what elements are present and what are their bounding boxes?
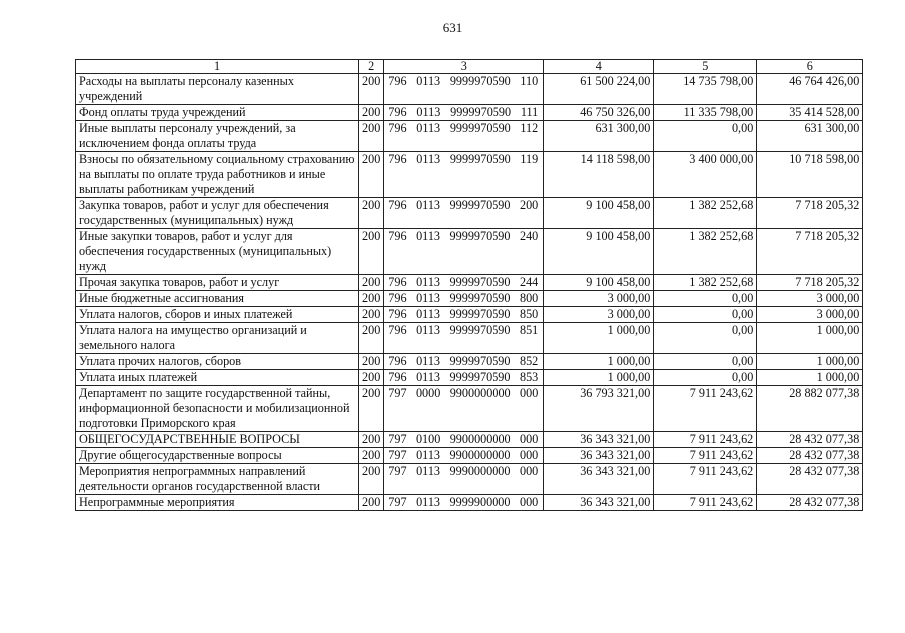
row-name: Фонд оплаты труда учреждений	[76, 105, 359, 121]
row-csr: 9999970590	[449, 74, 511, 88]
row-name: ОБЩЕГОСУДАРСТВЕННЫЕ ВОПРОСЫ	[76, 432, 359, 448]
row-rz: 0113	[416, 448, 441, 462]
row-amount-5: 7 911 243,62	[654, 432, 757, 448]
row-vr: 119	[520, 152, 539, 166]
row-amount-4: 1 000,00	[544, 323, 654, 354]
row-code-3	[384, 198, 544, 229]
table-row	[76, 386, 863, 432]
row-csr: 9900000000	[449, 448, 511, 462]
row-code-3	[384, 464, 544, 495]
row-vr: 000	[519, 448, 539, 462]
row-name: Иные закупки товаров, работ и услуг для обеспечения государственных (муниципальных) нужд	[76, 229, 359, 275]
row-name: Расходы на выплаты персоналу казенных учреждений	[76, 74, 359, 105]
row-name: Уплата налогов, сборов и иных платежей	[76, 307, 359, 323]
row-ved: 796	[388, 74, 407, 88]
row-name: Уплата иных платежей	[76, 370, 359, 386]
row-csr: 9999970590	[449, 307, 511, 321]
table-row	[76, 198, 863, 229]
row-amount-6: 3 000,00	[757, 291, 863, 307]
row-amount-4: 36 343 321,00	[544, 448, 654, 464]
row-amount-4: 3 000,00	[544, 307, 654, 323]
budget-table	[75, 59, 863, 511]
table-row	[76, 121, 863, 152]
row-amount-6: 28 432 077,38	[757, 448, 863, 464]
row-code-2: 200	[359, 105, 384, 121]
row-amount-6: 28 432 077,38	[757, 464, 863, 495]
row-code-2: 200	[359, 198, 384, 229]
row-amount-5: 7 911 243,62	[654, 464, 757, 495]
row-ved: 797	[388, 386, 407, 400]
row-rz: 0113	[416, 370, 441, 384]
row-amount-5: 3 400 000,00	[654, 152, 757, 198]
table-row	[76, 370, 863, 386]
row-vr: 000	[519, 495, 539, 509]
row-rz: 0113	[416, 354, 441, 368]
row-vr: 000	[520, 386, 539, 400]
row-csr: 9900000000	[449, 386, 511, 400]
row-name: Непрограммные мероприятия	[76, 495, 359, 511]
row-amount-5: 0,00	[654, 323, 757, 354]
row-rz: 0113	[416, 198, 441, 212]
row-amount-4: 9 100 458,00	[544, 229, 654, 275]
row-amount-6: 7 718 205,32	[757, 275, 863, 291]
row-vr: 000	[520, 432, 539, 446]
row-code-2: 200	[359, 323, 384, 354]
row-code-3	[384, 432, 544, 448]
row-amount-4: 36 343 321,00	[544, 495, 654, 511]
row-amount-5: 1 382 252,68	[654, 229, 757, 275]
row-amount-6: 28 432 077,38	[757, 495, 863, 511]
row-ved: 796	[388, 229, 407, 243]
row-vr: 110	[520, 74, 539, 88]
row-vr: 853	[519, 370, 539, 384]
row-ved: 796	[388, 121, 407, 135]
row-rz: 0113	[416, 229, 441, 243]
table-row	[76, 152, 863, 198]
row-amount-5: 0,00	[654, 307, 757, 323]
row-amount-4: 14 118 598,00	[544, 152, 654, 198]
row-code-3	[384, 386, 544, 432]
row-ved: 796	[388, 275, 407, 289]
row-csr: 9900000000	[449, 432, 511, 446]
row-name: Департамент по защите государственной тайны, информационной безопасности и мобилизационной подготовки Приморского края	[76, 386, 359, 432]
column-header: 2	[359, 60, 384, 74]
row-vr: 112	[520, 121, 539, 135]
row-csr: 9999970590	[449, 152, 511, 166]
row-ved: 796	[388, 323, 407, 337]
row-amount-6: 1 000,00	[757, 354, 863, 370]
row-ved: 796	[388, 307, 407, 321]
row-amount-6: 10 718 598,00	[757, 152, 863, 198]
table-header-row	[76, 60, 863, 74]
row-amount-5: 0,00	[654, 354, 757, 370]
column-header: 5	[654, 60, 757, 74]
row-code-2: 200	[359, 307, 384, 323]
row-csr: 9999970590	[449, 323, 511, 337]
row-code-3	[384, 448, 544, 464]
row-amount-6: 7 718 205,32	[757, 198, 863, 229]
row-ved: 796	[388, 105, 407, 119]
row-csr: 9999970590	[450, 105, 512, 119]
row-code-2: 200	[359, 370, 384, 386]
row-name: Взносы по обязательному социальному страхованию на выплаты по оплате труда работников и иные выплаты работникам учреждений	[76, 152, 359, 198]
row-amount-4: 36 343 321,00	[544, 464, 654, 495]
table-row	[76, 448, 863, 464]
row-amount-4: 3 000,00	[544, 291, 654, 307]
row-rz: 0113	[416, 121, 441, 135]
column-header: 4	[544, 60, 654, 74]
row-csr: 9999970590	[449, 198, 511, 212]
row-rz: 0113	[416, 464, 441, 478]
table-row	[76, 275, 863, 291]
row-amount-5: 7 911 243,62	[654, 448, 757, 464]
row-vr: 240	[519, 229, 539, 243]
row-rz: 0100	[415, 432, 441, 446]
row-amount-5: 14 735 798,00	[654, 74, 757, 105]
row-ved: 796	[388, 291, 407, 305]
row-code-3	[384, 74, 544, 105]
column-header: 6	[757, 60, 863, 74]
table-row	[76, 307, 863, 323]
row-code-3	[384, 370, 544, 386]
row-vr: 244	[519, 275, 539, 289]
row-csr: 9999970590	[449, 291, 511, 305]
row-code-2: 200	[359, 495, 384, 511]
row-vr: 850	[519, 307, 539, 321]
row-code-2: 200	[359, 464, 384, 495]
table-row	[76, 229, 863, 275]
table-row	[76, 105, 863, 121]
row-code-3	[384, 152, 544, 198]
row-amount-4: 36 793 321,00	[544, 386, 654, 432]
row-code-3	[384, 354, 544, 370]
row-amount-6: 7 718 205,32	[757, 229, 863, 275]
row-code-2: 200	[359, 121, 384, 152]
row-amount-6: 46 764 426,00	[757, 74, 863, 105]
table-row	[76, 354, 863, 370]
row-code-2: 200	[359, 152, 384, 198]
row-amount-4: 9 100 458,00	[544, 198, 654, 229]
row-code-3	[384, 307, 544, 323]
row-csr: 9999970590	[449, 370, 511, 384]
row-amount-5: 7 911 243,62	[654, 386, 757, 432]
row-amount-4: 46 750 326,00	[544, 105, 654, 121]
row-amount-5: 0,00	[654, 121, 757, 152]
row-csr: 9999970590	[449, 229, 511, 243]
table-row	[76, 291, 863, 307]
table-row	[76, 495, 863, 511]
row-amount-6: 1 000,00	[757, 370, 863, 386]
row-amount-4: 36 343 321,00	[544, 432, 654, 448]
row-vr: 800	[519, 291, 539, 305]
row-amount-5: 1 382 252,68	[654, 198, 757, 229]
row-ved: 797	[388, 464, 407, 478]
row-rz: 0000	[415, 386, 441, 400]
row-amount-5: 1 382 252,68	[654, 275, 757, 291]
row-amount-6: 35 414 528,00	[757, 105, 863, 121]
row-amount-4: 61 500 224,00	[544, 74, 654, 105]
row-rz: 0113	[416, 323, 441, 337]
row-csr: 9999970590	[449, 354, 511, 368]
row-code-2: 200	[359, 386, 384, 432]
row-name: Мероприятия непрограммных направлений деятельности органов государственной власти	[76, 464, 359, 495]
row-code-3	[384, 275, 544, 291]
row-code-2: 200	[359, 275, 384, 291]
row-rz: 0113	[416, 291, 441, 305]
row-ved: 796	[388, 198, 407, 212]
row-code-2: 200	[359, 354, 384, 370]
row-amount-6: 28 432 077,38	[757, 432, 863, 448]
row-code-3	[384, 105, 544, 121]
row-ved: 797	[388, 495, 407, 509]
page-number: 631	[442, 20, 463, 35]
row-amount-6: 28 882 077,38	[757, 386, 863, 432]
row-name: Иные бюджетные ассигнования	[76, 291, 359, 307]
row-amount-6: 1 000,00	[757, 323, 863, 354]
row-amount-5: 11 335 798,00	[654, 105, 757, 121]
row-amount-4: 1 000,00	[544, 354, 654, 370]
table-row	[76, 323, 863, 354]
column-header: 1	[76, 60, 359, 74]
row-amount-5: 7 911 243,62	[654, 495, 757, 511]
row-name: Другие общегосударственные вопросы	[76, 448, 359, 464]
row-ved: 797	[388, 432, 407, 446]
row-rz: 0113	[416, 307, 441, 321]
table-row	[76, 464, 863, 495]
row-amount-6: 631 300,00	[757, 121, 863, 152]
row-amount-6: 3 000,00	[757, 307, 863, 323]
row-amount-4: 9 100 458,00	[544, 275, 654, 291]
row-code-3	[384, 229, 544, 275]
row-amount-5: 0,00	[654, 370, 757, 386]
row-code-3	[384, 291, 544, 307]
row-code-3	[384, 121, 544, 152]
table-row	[76, 74, 863, 105]
row-code-3	[384, 495, 544, 511]
row-ved: 797	[388, 448, 407, 462]
row-rz: 0113	[416, 152, 441, 166]
row-vr: 852	[519, 354, 539, 368]
row-code-2: 200	[359, 229, 384, 275]
row-rz: 0113	[416, 74, 441, 88]
row-name: Прочая закупка товаров, работ и услуг	[76, 275, 359, 291]
row-ved: 796	[388, 354, 407, 368]
row-amount-4: 1 000,00	[544, 370, 654, 386]
row-csr: 9990000000	[449, 464, 511, 478]
row-code-2: 200	[359, 432, 384, 448]
row-csr: 9999970590	[449, 121, 511, 135]
row-rz: 0113	[416, 105, 441, 119]
row-csr: 9999900000	[449, 495, 511, 509]
row-rz: 0113	[416, 495, 441, 509]
row-amount-4: 631 300,00	[544, 121, 654, 152]
row-code-2: 200	[359, 291, 384, 307]
row-code-2: 200	[359, 448, 384, 464]
row-csr: 9999970590	[449, 275, 511, 289]
row-vr: 851	[519, 323, 539, 337]
row-amount-5: 0,00	[654, 291, 757, 307]
row-vr: 111	[520, 105, 539, 119]
row-rz: 0113	[416, 275, 441, 289]
row-ved: 796	[388, 152, 407, 166]
row-code-2: 200	[359, 74, 384, 105]
table-row	[76, 432, 863, 448]
row-vr: 000	[519, 464, 539, 478]
row-ved: 796	[388, 370, 407, 384]
row-vr: 200	[519, 198, 539, 212]
row-code-3	[384, 323, 544, 354]
row-name: Иные выплаты персоналу учреждений, за исключением фонда оплаты труда	[76, 121, 359, 152]
column-header: 3	[384, 60, 544, 74]
row-name: Уплата налога на имущество организаций и земельного налога	[76, 323, 359, 354]
row-name: Закупка товаров, работ и услуг для обеспечения государственных (муниципальных) нужд	[76, 198, 359, 229]
row-name: Уплата прочих налогов, сборов	[76, 354, 359, 370]
